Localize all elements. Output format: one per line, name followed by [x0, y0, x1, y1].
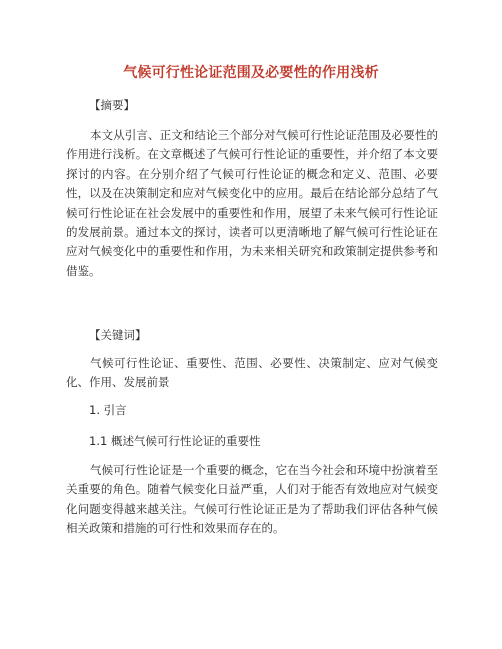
keywords-paragraph: 气候可行性论证、重要性、范围、必要性、决策制定、应对气候变化、作用、发展前景	[66, 356, 438, 390]
section-1-1-heading: 1.1 概述气候可行性论证的重要性	[89, 434, 261, 448]
section-1-heading: 1. 引言	[89, 403, 127, 417]
section-1-1-paragraph: 气候可行性论证是一个重要的概念，它在当今社会和环境中扮演着至关重要的角色。随着气候变化日益严重，人们对于能否有效地应对气候变化问题变得越来越关注。气候可行性论证正是为了帮助我们评估各种气候相关政策和措施的可行性和效果而存在的。	[66, 463, 438, 536]
document-title: 气候可行性论证范围及必要性的作用浅析	[123, 65, 379, 81]
abstract-paragraph: 本文从引言、正文和结论三个部分对气候可行性论证范围及必要性的作用进行浅析。在文章概述了气候可行性论证的重要性，并介绍了本文要探讨的内容。在分别介绍了气候可行性论证的概念和定义、范围、必要性，以及在决策制定和应对气候变化中的应用。最后在结论部分总结了气候可行性论证在社会发展中的重要性和作用，展望了未来气候可行性论证的发展前景。通过本文的探讨，读者可以更清晰地了解气候可行性论证在应对气候变化中的重要性和作用，为未来相关研究和政策制定提供参考和借鉴。	[66, 128, 438, 278]
abstract-heading: 【摘要】	[89, 98, 135, 112]
keywords-heading: 【关键词】	[89, 328, 147, 342]
